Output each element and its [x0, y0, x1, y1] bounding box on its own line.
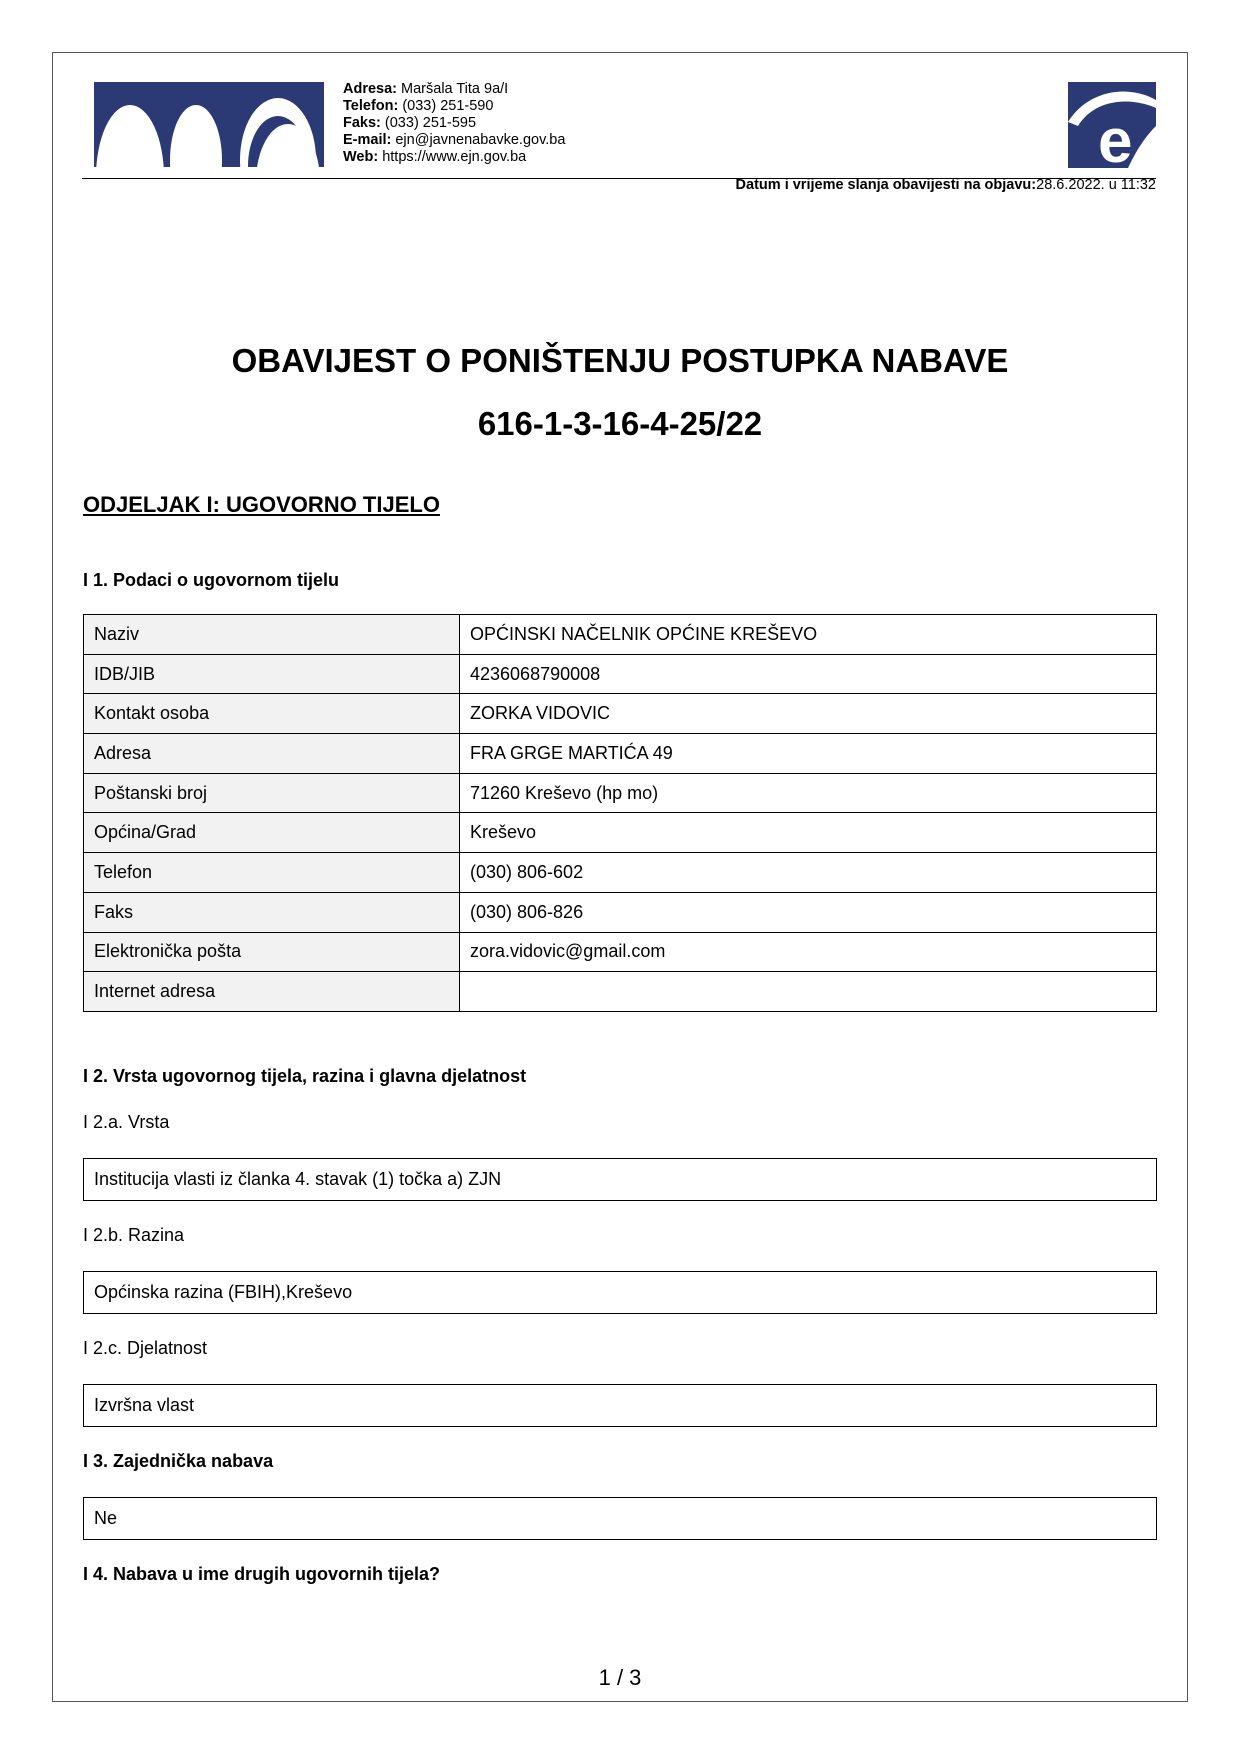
i3-value-box: Ne [83, 1497, 1157, 1540]
table-row [84, 892, 1157, 932]
row-value: FRA GRGE MARTIĆA 49 [460, 734, 1157, 774]
table-row [84, 734, 1157, 774]
i2b-value-box: Općinska razina (FBIH),Kreševo [83, 1271, 1157, 1314]
i4-heading: I 4. Nabava u ime drugih ugovornih tijela? [83, 1564, 441, 1584]
table-row [84, 932, 1157, 972]
page-number: 1 / 3 [598, 1665, 642, 1690]
row-value [460, 972, 1157, 1012]
row-value: (030) 806-602 [460, 853, 1157, 893]
i2a-value-box: Institucija vlasti iz članka 4. stavak (1) točka a) ZJN [83, 1158, 1157, 1201]
table-row [84, 654, 1157, 694]
contact-web: Web: https://www.ejn.gov.ba [343, 149, 527, 165]
ejn-logo-icon [1068, 82, 1156, 168]
i2b-label: I 2.b. Razina [83, 1225, 185, 1245]
table-row [84, 615, 1157, 655]
publication-datetime: Datum i vrijeme slanja obavijesti na objavu:28.6.2022. u 11:32 [735, 177, 1156, 193]
row-value: zora.vidovic@gmail.com [460, 932, 1157, 972]
contact-phone: Telefon: (033) 251-590 [343, 98, 494, 114]
i2c-value-box: Izvršna vlast [83, 1384, 1157, 1427]
contact-block [343, 81, 565, 166]
table-row [84, 853, 1157, 893]
i2c-label: I 2.c. Djelatnost [83, 1338, 208, 1358]
row-label: Internet adresa [84, 972, 460, 1012]
row-value: (030) 806-826 [460, 892, 1157, 932]
row-label: Općina/Grad [84, 813, 460, 853]
i2-heading: I 2. Vrsta ugovornog tijela, razina i glavna djelatnost [83, 1066, 527, 1086]
contracting-authority-table [83, 614, 1157, 1012]
contact-email: E-mail: ejn@javnenabavke.gov.ba [343, 132, 566, 148]
contact-address: Adresa: Maršala Tita 9a/I [343, 81, 509, 97]
row-value: 4236068790008 [460, 654, 1157, 694]
row-value: OPĆINSKI NAČELNIK OPĆINE KREŠEVO [460, 615, 1157, 655]
document-title: OBAVIJEST O PONIŠTENJU POSTUPKA NABAVE [231, 342, 1009, 379]
svg-text:e: e [1098, 107, 1133, 168]
row-label: Elektronička pošta [84, 932, 460, 972]
row-label: IDB/JIB [84, 654, 460, 694]
table-row [84, 694, 1157, 734]
document-number: 616-1-3-16-4-25/22 [477, 405, 763, 442]
i2a-label: I 2.a. Vrsta [83, 1112, 170, 1132]
table-row [84, 972, 1157, 1012]
contact-fax: Faks: (033) 251-595 [343, 115, 477, 131]
row-label: Kontakt osoba [84, 694, 460, 734]
section-heading: ODJELJAK I: UGOVORNO TIJELO [83, 492, 440, 517]
ajn-logo-icon [94, 82, 324, 167]
i1-heading: I 1. Podaci o ugovornom tijelu [83, 570, 340, 590]
row-label: Faks [84, 892, 460, 932]
i3-heading: I 3. Zajednička nabava [83, 1451, 274, 1471]
row-label: Telefon [84, 853, 460, 893]
row-label: Adresa [84, 734, 460, 774]
table-row [84, 773, 1157, 813]
row-value: Kreševo [460, 813, 1157, 853]
row-label: Poštanski broj [84, 773, 460, 813]
row-value: 71260 Kreševo (hp mo) [460, 773, 1157, 813]
row-label: Naziv [84, 615, 460, 655]
row-value: ZORKA VIDOVIC [460, 694, 1157, 734]
table-row [84, 813, 1157, 853]
